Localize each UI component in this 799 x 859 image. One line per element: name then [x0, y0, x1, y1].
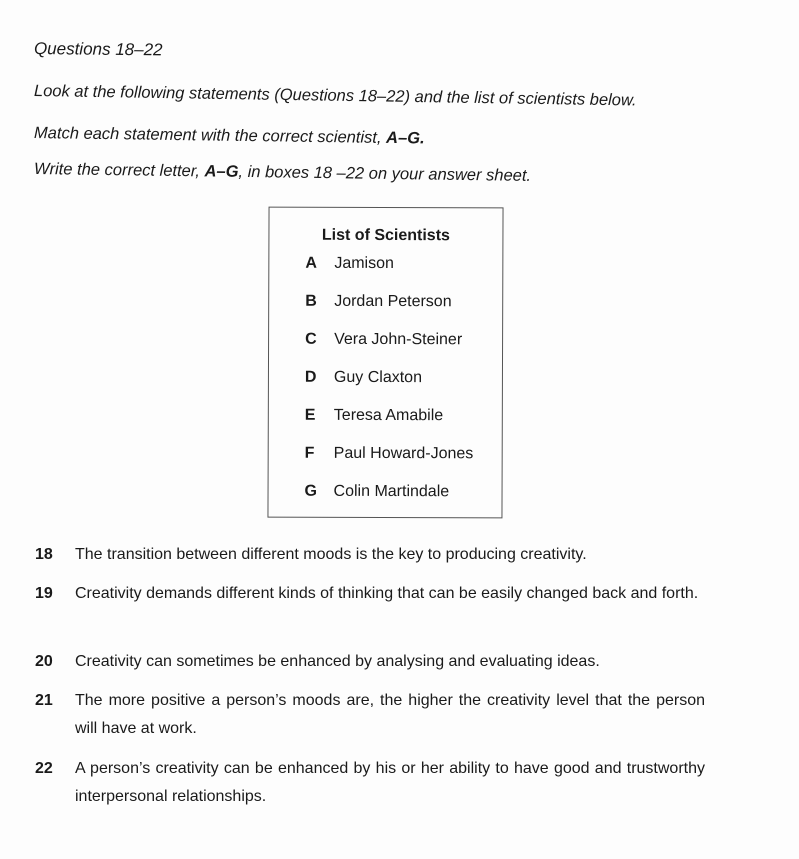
scientist-letter: A — [305, 254, 317, 272]
scientist-item — [305, 255, 394, 273]
instruction-line-1: Look at the following statements (Questions 18–22) and the list of scientists below. — [33, 82, 637, 110]
scientist-item — [305, 369, 422, 387]
scientist-item — [305, 483, 450, 502]
question-number: 18 — [35, 546, 53, 563]
question-number: 20 — [35, 653, 53, 670]
instruction-line-2-text: Match each statement with the correct scientist, — [33, 124, 387, 147]
question-text: A person’s creativity can be enhanced by his or her ability to have good and trustworthy interpersonal relationships. — [75, 760, 705, 805]
scientist-letter: G — [304, 482, 318, 500]
instruction-line-3-text: Write the correct letter, — [33, 160, 205, 181]
question-number: 22 — [35, 760, 53, 777]
scientist-letter: E — [304, 406, 316, 424]
scientist-item — [305, 445, 474, 464]
instruction-line-2 — [34, 124, 425, 148]
scientist-name: Jordan Peterson — [334, 292, 452, 311]
letter-range: A–G — [204, 162, 239, 181]
question-item — [35, 687, 735, 743]
scientist-name: Vera John-Steiner — [334, 330, 463, 349]
scientist-name: Jamison — [334, 254, 394, 273]
section-heading: Questions 18–22 — [33, 39, 163, 60]
question-text: Creativity demands different kinds of thinking that can be easily changed back and forth. — [75, 585, 699, 602]
question-item — [35, 541, 735, 569]
question-text: The more positive a person’s moods are, the higher the creativity level that the person will have at work. — [75, 692, 705, 737]
scientist-item — [305, 407, 443, 425]
instruction-line-3-suffix: , in boxes 18 –22 on your answer sheet. — [238, 162, 532, 185]
question-item — [35, 580, 735, 608]
instruction-line-3 — [34, 160, 531, 186]
scientists-list-box — [267, 207, 503, 519]
letter-range: A–G. — [386, 128, 425, 148]
scientist-letter: F — [304, 444, 315, 462]
scientist-name: Paul Howard-Jones — [333, 444, 474, 463]
scientist-item — [305, 293, 451, 312]
scientist-letter: B — [305, 292, 317, 310]
scientist-name: Colin Martindale — [333, 482, 450, 501]
question-item — [35, 648, 735, 676]
question-text: Creativity can sometimes be enhanced by analysing and evaluating ideas. — [75, 653, 600, 670]
question-number: 21 — [35, 692, 53, 709]
scientist-letter: D — [304, 368, 317, 386]
scientist-name: Guy Claxton — [333, 368, 423, 387]
scientist-letter: C — [305, 330, 317, 348]
scientist-item — [305, 331, 462, 350]
scientists-list-title: List of Scientists — [321, 226, 450, 245]
question-item — [35, 755, 735, 811]
question-number: 19 — [35, 585, 53, 602]
question-text: The transition between different moods is the key to producing creativity. — [75, 546, 587, 563]
scientist-name: Teresa Amabile — [333, 406, 444, 425]
